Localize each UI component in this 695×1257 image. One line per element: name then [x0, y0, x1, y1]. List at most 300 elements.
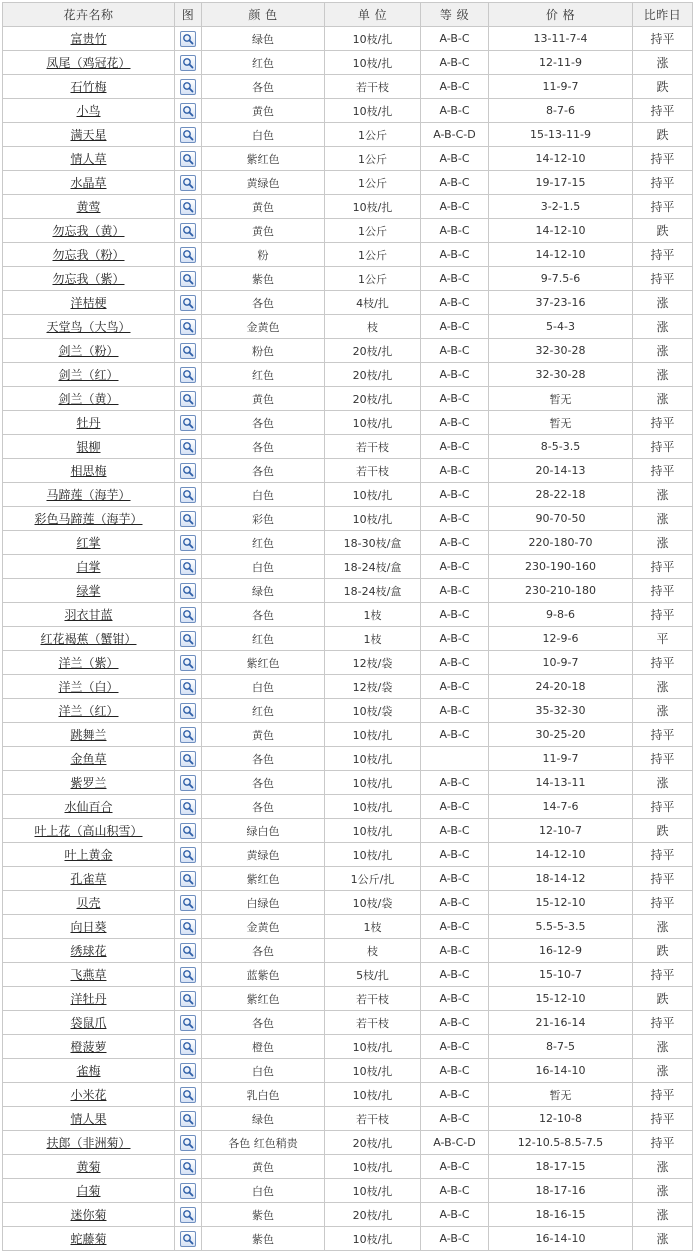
flower-name-link[interactable]: 水仙百合 — [64, 800, 113, 814]
header-color: 颜 色 — [202, 3, 325, 27]
unit-cell: 20枝/扎 — [325, 339, 421, 363]
flower-name-cell — [3, 1059, 175, 1083]
magnifier-icon[interactable] — [180, 1183, 196, 1199]
flower-name-cell — [3, 363, 175, 387]
unit-cell: 若干枝 — [325, 1011, 421, 1035]
unit-cell: 5枝/扎 — [325, 963, 421, 987]
unit-cell: 10枝/扎 — [325, 507, 421, 531]
trend-cell: 涨 — [633, 483, 693, 507]
flower-name-link[interactable]: 扶郎（非洲菊） — [46, 1136, 131, 1150]
magnifier-icon[interactable] — [180, 127, 196, 143]
table-row — [3, 99, 693, 123]
grade-cell: A-B-C — [421, 75, 489, 99]
color-cell: 绿白色 — [202, 819, 325, 843]
magnifier-icon[interactable] — [180, 463, 196, 479]
flower-name-link[interactable]: 剑兰（粉） — [58, 344, 119, 358]
table-row — [3, 795, 693, 819]
flower-name-link[interactable]: 相思梅 — [70, 464, 107, 478]
color-cell: 紫色 — [202, 267, 325, 291]
table-row — [3, 819, 693, 843]
unit-cell: 12枝/袋 — [325, 651, 421, 675]
flower-name-link[interactable]: 叶上黄金 — [64, 848, 113, 862]
price-cell: 16-14-10 — [489, 1227, 633, 1251]
trend-cell: 持平 — [633, 1131, 693, 1155]
flower-name-link[interactable]: 情人果 — [70, 1112, 107, 1126]
color-cell: 紫红色 — [202, 651, 325, 675]
magnifier-icon[interactable] — [180, 295, 196, 311]
unit-cell: 10枝/扎 — [325, 1155, 421, 1179]
flower-name-link[interactable]: 蛇藤菊 — [70, 1232, 107, 1246]
magnifier-icon[interactable] — [180, 1087, 196, 1103]
color-cell: 黄色 — [202, 195, 325, 219]
flower-name-link[interactable]: 满天星 — [70, 128, 107, 142]
unit-cell: 1公斤 — [325, 171, 421, 195]
color-cell: 粉 — [202, 243, 325, 267]
magnifier-icon[interactable] — [180, 799, 196, 815]
flower-name-cell — [3, 699, 175, 723]
unit-cell: 1枝 — [325, 915, 421, 939]
image-cell — [175, 99, 202, 123]
flower-name-link[interactable]: 情人草 — [70, 152, 107, 166]
grade-cell: A-B-C — [421, 579, 489, 603]
flower-name-cell — [3, 795, 175, 819]
flower-name-link[interactable]: 洋牡丹 — [70, 992, 107, 1006]
table-row — [3, 291, 693, 315]
flower-name-link[interactable]: 橙菠萝 — [70, 1040, 107, 1054]
magnifier-icon[interactable] — [180, 967, 196, 983]
magnifier-icon[interactable] — [180, 367, 196, 383]
magnifier-icon[interactable] — [180, 1111, 196, 1127]
price-cell: 11-9-7 — [489, 747, 633, 771]
magnifier-icon[interactable] — [180, 823, 196, 839]
image-cell — [175, 747, 202, 771]
color-cell: 紫色 — [202, 1227, 325, 1251]
unit-cell: 10枝/扎 — [325, 771, 421, 795]
trend-cell: 跌 — [633, 75, 693, 99]
price-cell: 28-22-18 — [489, 483, 633, 507]
grade-cell: A-B-C — [421, 339, 489, 363]
magnifier-icon[interactable] — [180, 727, 196, 743]
flower-name-cell — [3, 147, 175, 171]
table-row — [3, 771, 693, 795]
image-cell — [175, 147, 202, 171]
magnifier-icon[interactable] — [180, 415, 196, 431]
magnifier-icon[interactable] — [180, 847, 196, 863]
unit-cell: 1公斤 — [325, 243, 421, 267]
magnifier-icon[interactable] — [180, 1231, 196, 1247]
table-row — [3, 1083, 693, 1107]
trend-cell: 持平 — [633, 963, 693, 987]
color-cell: 黄色 — [202, 99, 325, 123]
grade-cell: A-B-C — [421, 1083, 489, 1107]
flower-name-cell — [3, 1011, 175, 1035]
unit-cell: 1公斤 — [325, 267, 421, 291]
image-cell — [175, 579, 202, 603]
trend-cell: 涨 — [633, 1059, 693, 1083]
table-row — [3, 507, 693, 531]
unit-cell: 20枝/扎 — [325, 1203, 421, 1227]
magnifier-icon[interactable] — [180, 199, 196, 215]
color-cell: 各色 — [202, 459, 325, 483]
flower-name-link[interactable]: 富贵竹 — [70, 32, 107, 46]
magnifier-icon[interactable] — [180, 655, 196, 671]
color-cell: 紫红色 — [202, 987, 325, 1011]
trend-cell: 涨 — [633, 771, 693, 795]
color-cell: 乳白色 — [202, 1083, 325, 1107]
trend-cell: 涨 — [633, 51, 693, 75]
image-cell — [175, 651, 202, 675]
trend-cell: 跌 — [633, 819, 693, 843]
flower-name-link[interactable]: 黄菊 — [76, 1160, 101, 1174]
table-row — [3, 243, 693, 267]
image-cell — [175, 819, 202, 843]
price-cell: 18-14-12 — [489, 867, 633, 891]
magnifier-icon[interactable] — [180, 991, 196, 1007]
flower-name-link[interactable]: 小米花 — [70, 1088, 107, 1102]
grade-cell: A-B-C — [421, 843, 489, 867]
unit-cell: 4枝/扎 — [325, 291, 421, 315]
flower-name-cell — [3, 243, 175, 267]
price-cell: 11-9-7 — [489, 75, 633, 99]
table-row — [3, 843, 693, 867]
image-cell — [175, 363, 202, 387]
magnifier-icon[interactable] — [180, 79, 196, 95]
grade-cell: A-B-C — [421, 867, 489, 891]
image-cell — [175, 1107, 202, 1131]
image-cell — [175, 699, 202, 723]
table-row — [3, 51, 693, 75]
magnifier-icon[interactable] — [180, 751, 196, 767]
table-row — [3, 339, 693, 363]
grade-cell: A-B-C — [421, 627, 489, 651]
flower-name-link[interactable]: 白掌 — [76, 560, 101, 574]
grade-cell: A-B-C — [421, 291, 489, 315]
flower-name-cell — [3, 627, 175, 651]
flower-name-link[interactable]: 银柳 — [76, 440, 101, 454]
trend-cell: 涨 — [633, 675, 693, 699]
table-row — [3, 723, 693, 747]
flower-name-link[interactable]: 凤尾（鸡冠花） — [46, 56, 131, 70]
magnifier-icon[interactable] — [180, 247, 196, 263]
image-cell — [175, 1155, 202, 1179]
price-cell: 5.5-5-3.5 — [489, 915, 633, 939]
flower-name-cell — [3, 771, 175, 795]
flower-name-cell — [3, 219, 175, 243]
table-row — [3, 219, 693, 243]
magnifier-icon[interactable] — [180, 223, 196, 239]
image-cell — [175, 507, 202, 531]
price-cell: 10-9-7 — [489, 651, 633, 675]
magnifier-icon[interactable] — [180, 55, 196, 71]
color-cell: 各色 — [202, 435, 325, 459]
trend-cell: 持平 — [633, 267, 693, 291]
unit-cell: 10枝/扎 — [325, 747, 421, 771]
flower-name-cell — [3, 675, 175, 699]
flower-name-link[interactable]: 迷你菊 — [70, 1208, 107, 1222]
color-cell: 紫红色 — [202, 867, 325, 891]
trend-cell: 持平 — [633, 603, 693, 627]
unit-cell: 10枝/扎 — [325, 795, 421, 819]
image-cell — [175, 675, 202, 699]
flower-name-cell — [3, 387, 175, 411]
color-cell: 各色 红色稍贵 — [202, 1131, 325, 1155]
flower-name-link[interactable]: 小鸟 — [76, 104, 101, 118]
price-cell: 12-10.5-8.5-7.5 — [489, 1131, 633, 1155]
magnifier-icon[interactable] — [180, 535, 196, 551]
magnifier-icon[interactable] — [180, 583, 196, 599]
magnifier-icon[interactable] — [180, 319, 196, 335]
color-cell: 各色 — [202, 411, 325, 435]
price-cell: 8-7-5 — [489, 1035, 633, 1059]
table-row — [3, 27, 693, 51]
trend-cell: 持平 — [633, 747, 693, 771]
magnifier-icon[interactable] — [180, 1159, 196, 1175]
trend-cell: 跌 — [633, 123, 693, 147]
magnifier-icon[interactable] — [180, 1135, 196, 1151]
magnifier-icon[interactable] — [180, 559, 196, 575]
flower-name-link[interactable]: 雀梅 — [76, 1064, 101, 1078]
image-cell — [175, 531, 202, 555]
unit-cell: 10枝/扎 — [325, 51, 421, 75]
magnifier-icon[interactable] — [180, 1039, 196, 1055]
price-cell: 14-7-6 — [489, 795, 633, 819]
unit-cell: 10枝/扎 — [325, 723, 421, 747]
flower-name-link[interactable]: 彩色马蹄莲（海芋） — [34, 512, 143, 526]
unit-cell: 1公斤 — [325, 123, 421, 147]
flower-name-link[interactable]: 牡丹 — [76, 416, 101, 430]
price-cell: 220-180-70 — [489, 531, 633, 555]
image-cell — [175, 1083, 202, 1107]
flower-name-cell — [3, 75, 175, 99]
grade-cell: A-B-C — [421, 363, 489, 387]
flower-name-link[interactable]: 洋兰（白） — [58, 680, 119, 694]
flower-name-link[interactable]: 剑兰（红） — [58, 368, 119, 382]
trend-cell: 涨 — [633, 1155, 693, 1179]
color-cell: 白色 — [202, 1059, 325, 1083]
image-cell — [175, 1203, 202, 1227]
flower-name-link[interactable]: 跳舞兰 — [70, 728, 107, 742]
color-cell: 黄色 — [202, 219, 325, 243]
flower-name-link[interactable]: 勿忘我（黄） — [52, 224, 125, 238]
magnifier-icon[interactable] — [180, 1015, 196, 1031]
flower-name-link[interactable]: 红花褐蕉（蟹钳） — [40, 632, 137, 646]
grade-cell: A-B-C — [421, 1011, 489, 1035]
trend-cell: 持平 — [633, 1107, 693, 1131]
trend-cell: 持平 — [633, 555, 693, 579]
flower-name-link[interactable]: 绿掌 — [76, 584, 101, 598]
magnifier-icon[interactable] — [180, 775, 196, 791]
price-cell: 暂无 — [489, 1083, 633, 1107]
grade-cell: A-B-C — [421, 939, 489, 963]
flower-name-link[interactable]: 天堂鸟（大鸟） — [46, 320, 131, 334]
flower-name-cell — [3, 747, 175, 771]
grade-cell: A-B-C — [421, 795, 489, 819]
price-cell: 12-9-6 — [489, 627, 633, 651]
trend-cell: 涨 — [633, 1035, 693, 1059]
flower-name-link[interactable]: 洋桔梗 — [70, 296, 107, 310]
price-cell: 8-7-6 — [489, 99, 633, 123]
flower-name-link[interactable]: 石竹梅 — [70, 80, 107, 94]
flower-name-link[interactable]: 飞燕草 — [70, 968, 107, 982]
price-cell: 14-12-10 — [489, 243, 633, 267]
trend-cell: 跌 — [633, 219, 693, 243]
magnifier-icon[interactable] — [180, 103, 196, 119]
flower-name-link[interactable]: 马蹄莲（海芋） — [46, 488, 131, 502]
color-cell: 橙色 — [202, 1035, 325, 1059]
trend-cell: 涨 — [633, 339, 693, 363]
flower-name-cell — [3, 1203, 175, 1227]
trend-cell: 持平 — [633, 243, 693, 267]
price-cell: 15-12-10 — [489, 891, 633, 915]
unit-cell: 20枝/扎 — [325, 1131, 421, 1155]
grade-cell: A-B-C — [421, 723, 489, 747]
magnifier-icon[interactable] — [180, 919, 196, 935]
trend-cell: 持平 — [633, 195, 693, 219]
unit-cell: 10枝/袋 — [325, 699, 421, 723]
unit-cell: 枝 — [325, 315, 421, 339]
magnifier-icon[interactable] — [180, 391, 196, 407]
color-cell: 粉色 — [202, 339, 325, 363]
price-cell: 18-17-15 — [489, 1155, 633, 1179]
flower-name-link[interactable]: 红掌 — [76, 536, 101, 550]
color-cell: 黄色 — [202, 1155, 325, 1179]
unit-cell: 10枝/扎 — [325, 483, 421, 507]
image-cell — [175, 483, 202, 507]
magnifier-icon[interactable] — [180, 271, 196, 287]
color-cell: 紫色 — [202, 1203, 325, 1227]
color-cell: 白绿色 — [202, 891, 325, 915]
grade-cell: A-B-C — [421, 219, 489, 243]
image-cell — [175, 411, 202, 435]
table-row — [3, 963, 693, 987]
grade-cell: A-B-C — [421, 27, 489, 51]
image-cell — [175, 939, 202, 963]
flower-name-link[interactable]: 洋兰（紫） — [58, 656, 119, 670]
flower-name-cell — [3, 1227, 175, 1251]
color-cell: 红色 — [202, 363, 325, 387]
flower-name-link[interactable]: 白菊 — [76, 1184, 101, 1198]
image-cell — [175, 267, 202, 291]
flower-name-cell — [3, 819, 175, 843]
image-cell — [175, 987, 202, 1011]
price-cell: 18-17-16 — [489, 1179, 633, 1203]
image-cell — [175, 1035, 202, 1059]
flower-name-link[interactable]: 勿忘我（紫） — [52, 272, 125, 286]
flower-name-cell — [3, 963, 175, 987]
grade-cell: A-B-C-D — [421, 1131, 489, 1155]
flower-name-cell — [3, 1179, 175, 1203]
magnifier-icon[interactable] — [180, 631, 196, 647]
grade-cell: A-B-C — [421, 435, 489, 459]
magnifier-icon[interactable] — [180, 679, 196, 695]
table-row — [3, 579, 693, 603]
price-cell: 12-11-9 — [489, 51, 633, 75]
color-cell: 白色 — [202, 483, 325, 507]
table-row — [3, 171, 693, 195]
trend-cell: 持平 — [633, 867, 693, 891]
unit-cell: 18-24枝/盒 — [325, 555, 421, 579]
flower-name-link[interactable]: 绣球花 — [70, 944, 107, 958]
flower-name-link[interactable]: 水晶草 — [70, 176, 107, 190]
grade-cell: A-B-C — [421, 195, 489, 219]
magnifier-icon[interactable] — [180, 343, 196, 359]
magnifier-icon[interactable] — [180, 607, 196, 623]
image-cell — [175, 843, 202, 867]
flower-name-link[interactable]: 黄莺 — [76, 200, 101, 214]
grade-cell: A-B-C — [421, 987, 489, 1011]
price-cell: 15-13-11-9 — [489, 123, 633, 147]
trend-cell: 涨 — [633, 291, 693, 315]
table-row — [3, 1035, 693, 1059]
flower-name-cell — [3, 603, 175, 627]
price-cell: 13-11-7-4 — [489, 27, 633, 51]
flower-name-link[interactable]: 袋鼠爪 — [70, 1016, 107, 1030]
magnifier-icon[interactable] — [180, 1207, 196, 1223]
flower-name-link[interactable]: 紫罗兰 — [70, 776, 107, 790]
price-cell: 暂无 — [489, 387, 633, 411]
grade-cell — [421, 747, 489, 771]
color-cell: 白色 — [202, 555, 325, 579]
flower-name-link[interactable]: 向日葵 — [70, 920, 107, 934]
table-row — [3, 531, 693, 555]
magnifier-icon[interactable] — [180, 487, 196, 503]
magnifier-icon[interactable] — [180, 895, 196, 911]
price-cell: 5-4-3 — [489, 315, 633, 339]
magnifier-icon[interactable] — [180, 151, 196, 167]
trend-cell: 平 — [633, 627, 693, 651]
flower-name-link[interactable]: 勿忘我（粉） — [52, 248, 125, 262]
color-cell: 各色 — [202, 75, 325, 99]
flower-name-link[interactable]: 洋兰（红） — [58, 704, 119, 718]
flower-name-cell — [3, 1131, 175, 1155]
price-cell: 24-20-18 — [489, 675, 633, 699]
unit-cell: 20枝/扎 — [325, 387, 421, 411]
trend-cell: 持平 — [633, 171, 693, 195]
magnifier-icon[interactable] — [180, 943, 196, 959]
image-cell — [175, 243, 202, 267]
table-row — [3, 1011, 693, 1035]
table-row — [3, 123, 693, 147]
flower-name-link[interactable]: 孔雀草 — [70, 872, 107, 886]
image-cell — [175, 555, 202, 579]
image-cell — [175, 291, 202, 315]
color-cell: 白色 — [202, 675, 325, 699]
flower-name-link[interactable]: 叶上花（高山积雪） — [34, 824, 143, 838]
image-cell — [175, 627, 202, 651]
trend-cell: 涨 — [633, 363, 693, 387]
table-row — [3, 1179, 693, 1203]
flower-name-link[interactable]: 剑兰（黄） — [58, 392, 119, 406]
flower-name-link[interactable]: 金鱼草 — [70, 752, 107, 766]
flower-name-cell — [3, 843, 175, 867]
magnifier-icon[interactable] — [180, 703, 196, 719]
table-row — [3, 195, 693, 219]
magnifier-icon[interactable] — [180, 31, 196, 47]
price-cell: 15-10-7 — [489, 963, 633, 987]
table-row — [3, 891, 693, 915]
table-row — [3, 363, 693, 387]
flower-name-link[interactable]: 贝壳 — [76, 896, 101, 910]
trend-cell: 跌 — [633, 987, 693, 1011]
magnifier-icon[interactable] — [180, 1063, 196, 1079]
flower-name-link[interactable]: 羽衣甘蓝 — [64, 608, 113, 622]
magnifier-icon[interactable] — [180, 511, 196, 527]
magnifier-icon[interactable] — [180, 439, 196, 455]
magnifier-icon[interactable] — [180, 175, 196, 191]
magnifier-icon[interactable] — [180, 871, 196, 887]
unit-cell: 若干枝 — [325, 75, 421, 99]
grade-cell: A-B-C — [421, 555, 489, 579]
